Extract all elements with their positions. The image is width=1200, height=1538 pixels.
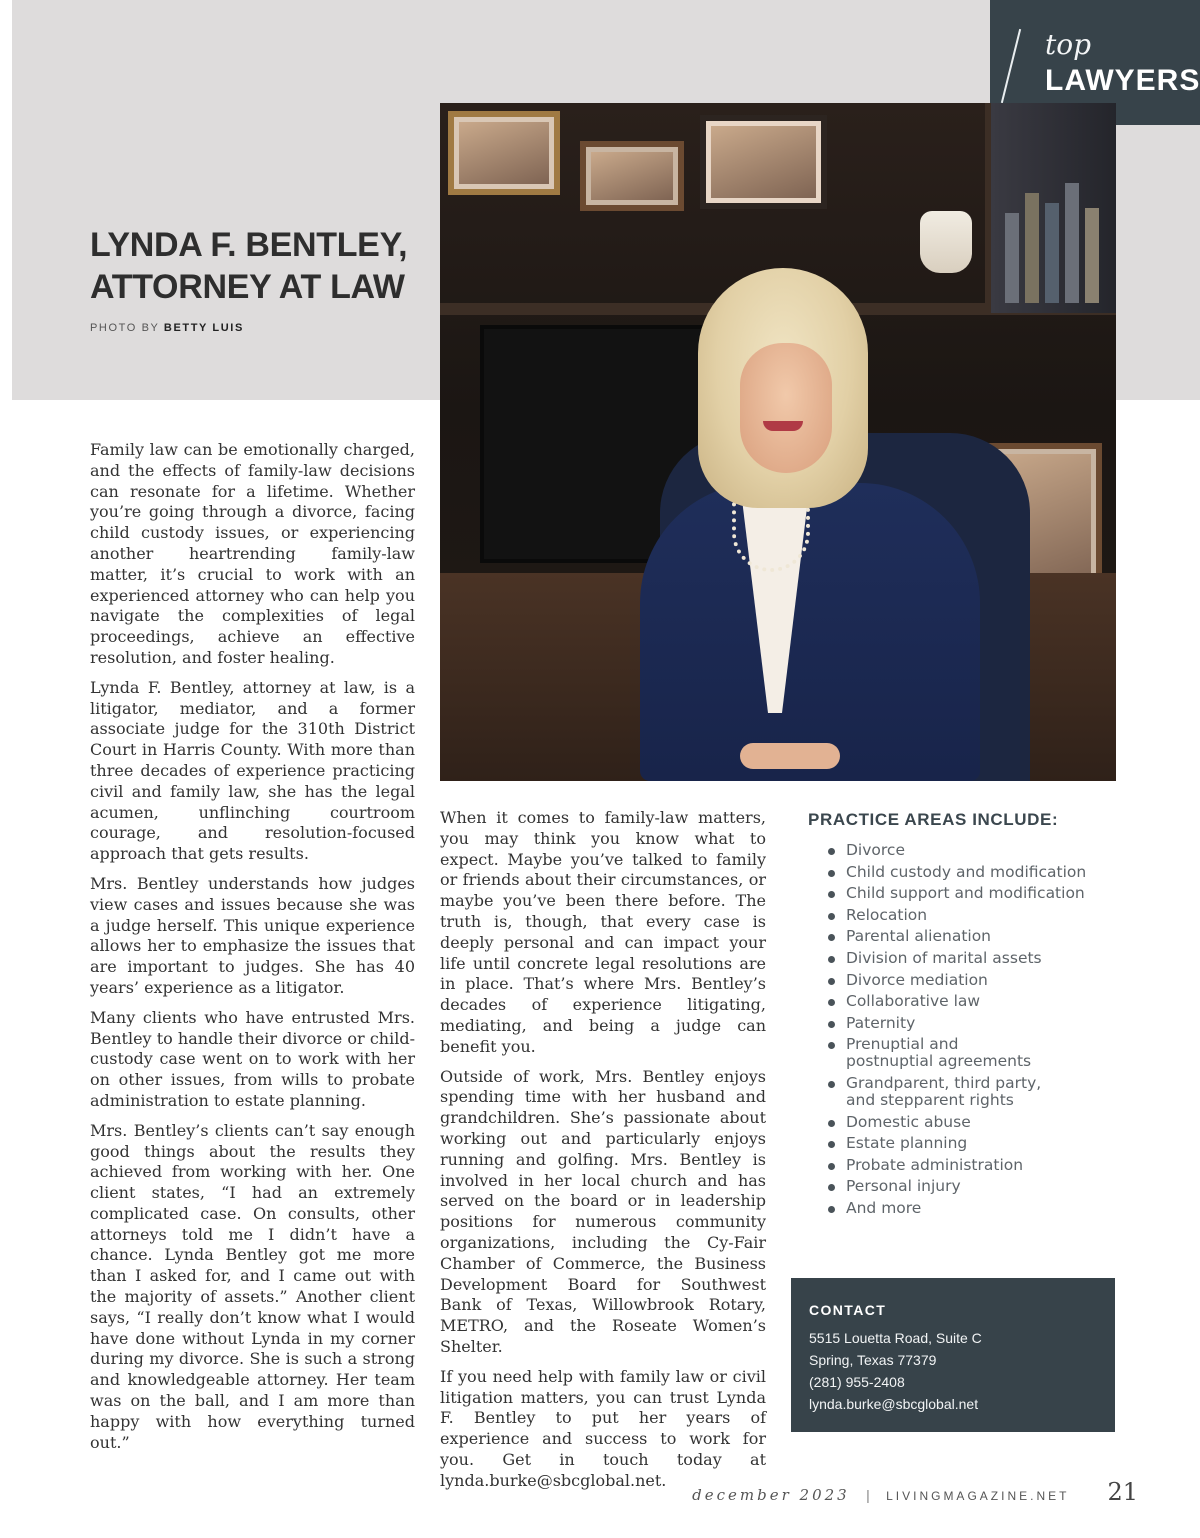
portrait-photo [440, 103, 1116, 781]
contact-heading: CONTACT [809, 1302, 887, 1318]
slash-divider [1001, 29, 1021, 103]
bookcase [985, 103, 1116, 313]
list-item: Collaborative law [828, 993, 1118, 1010]
contact-box [791, 1278, 1115, 1432]
page-footer [692, 1478, 1138, 1506]
list-item: Paternity [828, 1015, 1118, 1032]
paragraph: If you need help with family law or civil litigation matters, you can trust Lynda F. Bentley to put her years of experience and success to work for you. Get in touch today at lynda.burke@sbcglobal.net. [440, 1366, 766, 1490]
practice-areas-heading: PRACTICE AREAS INCLUDE: [808, 810, 1059, 829]
list-item: Relocation [828, 907, 1118, 924]
contact-address-line-2: Spring, Texas 77379 [809, 1352, 937, 1368]
contact-email[interactable]: lynda.burke@sbcglobal.net [809, 1396, 979, 1412]
list-item: Child custody and modification [828, 864, 1118, 881]
list-item: Probate administration [828, 1157, 1118, 1174]
picture-frame [700, 115, 827, 209]
hands [740, 743, 840, 769]
vase [920, 211, 972, 273]
paragraph: Mrs. Bentley’s clients can’t say enough good things about the results they achieved from working with her. One client states, “I had an extremely complicated case. On consults, other attorneys told me I didn’t have a chance. Lynda Bentley got me more than I asked for, and I came out with the majority of assets.” Another client says, “I really don’t know what I would have done without Lynda in my corner during my divorce. She is such a strong and knowledgeable attorney. Her team was on the ball, and I am more than happy with how everything turned out.” [90, 1120, 415, 1452]
paragraph: Family law can be emotionally charged, and the effects of family-law decisions can resonate for a lifetime. Whether you’re going through a divorce, facing child custody issues, or experiencing another heartrending family-law matter, it’s crucial to work with an experienced attorney who can help you navigate the complexities of legal proceedings, achieve an effective resolution, and foster healing. [90, 440, 415, 667]
title-line-2: ATTORNEY AT LAW [90, 268, 405, 306]
tag-top-text: top [1045, 28, 1092, 61]
title-line-1: LYNDA F. BENTLEY, [90, 226, 408, 264]
photo-credit-label: PHOTO BY [90, 322, 160, 334]
list-item: Divorce [828, 842, 1118, 859]
photo-credit [90, 322, 244, 334]
list-item: Child support and modification [828, 885, 1118, 902]
paragraph: Mrs. Bentley understands how judges view cases and issues because she was a judge herself. This unique experience allows her to emphasize the issues that are important to judges. She has 40 years’ experience as a litigator. [90, 873, 415, 997]
footer-separator: | [865, 1489, 871, 1504]
paragraph: When it comes to family-law matters, you may think you know what to expect. Maybe you’ve talked to family or friends about their circumstances, or maybe you’ve been there before. The truth is, though, that every case is deeply personal and can impact your life until concrete legal resolutions are in place. That’s where Mrs. Bentley’s decades of experience litigating, mediating, and being a judge can benefit you. [440, 808, 766, 1056]
list-item: Prenuptial and postnuptial agreements [828, 1036, 1036, 1070]
page-number: 21 [1107, 1478, 1138, 1506]
paragraph: Lynda F. Bentley, attorney at law, is a litigator, mediator, and a former associate judge for the 310th District Court in Harris County. With more than three decades of experience practicing civil and family law, she has the legal acumen, unflinching courtroom courage, and resolution-focused approach that gets results. [90, 677, 415, 864]
practice-areas-list [828, 842, 1118, 1222]
issue-date: december 2023 [692, 1486, 850, 1504]
tag-lawyers-text: LAWYERS [1045, 64, 1200, 97]
list-item: Domestic abuse [828, 1114, 1118, 1131]
list-item: Personal injury [828, 1178, 1118, 1195]
smile [763, 421, 803, 431]
paragraph: Many clients who have entrusted Mrs. Bentley to handle their divorce or child-custody case went on to work with her on other issues, from wills to probate administration to estate planning. [90, 1007, 415, 1110]
list-item: Parental alienation [828, 928, 1118, 945]
list-item: Estate planning [828, 1135, 1118, 1152]
list-item: Division of marital assets [828, 950, 1118, 967]
list-item: Grandparent, third party, and stepparent rights [828, 1075, 1046, 1109]
contact-address-line-1: 5515 Louetta Road, Suite C [809, 1330, 982, 1346]
body-column-2 [440, 808, 766, 1501]
list-item: Divorce mediation [828, 972, 1118, 989]
photo-credit-name: BETTY LUIS [163, 322, 244, 334]
picture-frame [580, 141, 684, 211]
picture-frame [448, 111, 560, 195]
list-item: And more [828, 1200, 1118, 1217]
article-title [90, 224, 430, 308]
face [740, 343, 832, 473]
body-column-1 [90, 440, 415, 1462]
paragraph: Outside of work, Mrs. Bentley enjoys spending time with her husband and grandchildren. She’s passionate about working out and particularly enjoys running and golfing. Mrs. Bentley is involved in her local church and has served on the board or in leadership positions for numerous community organizations, including the Cy-Fair Chamber of Commerce, the Business Development Board for Southwest Bank of Texas, Willowbrook Rotary, METRO, and the Roseate Women’s Shelter. [440, 1066, 766, 1356]
contact-phone[interactable]: (281) 955-2408 [809, 1374, 905, 1390]
navy-jacket [640, 483, 980, 781]
website-link[interactable]: LIVINGMAGAZINE.NET [886, 1489, 1070, 1503]
